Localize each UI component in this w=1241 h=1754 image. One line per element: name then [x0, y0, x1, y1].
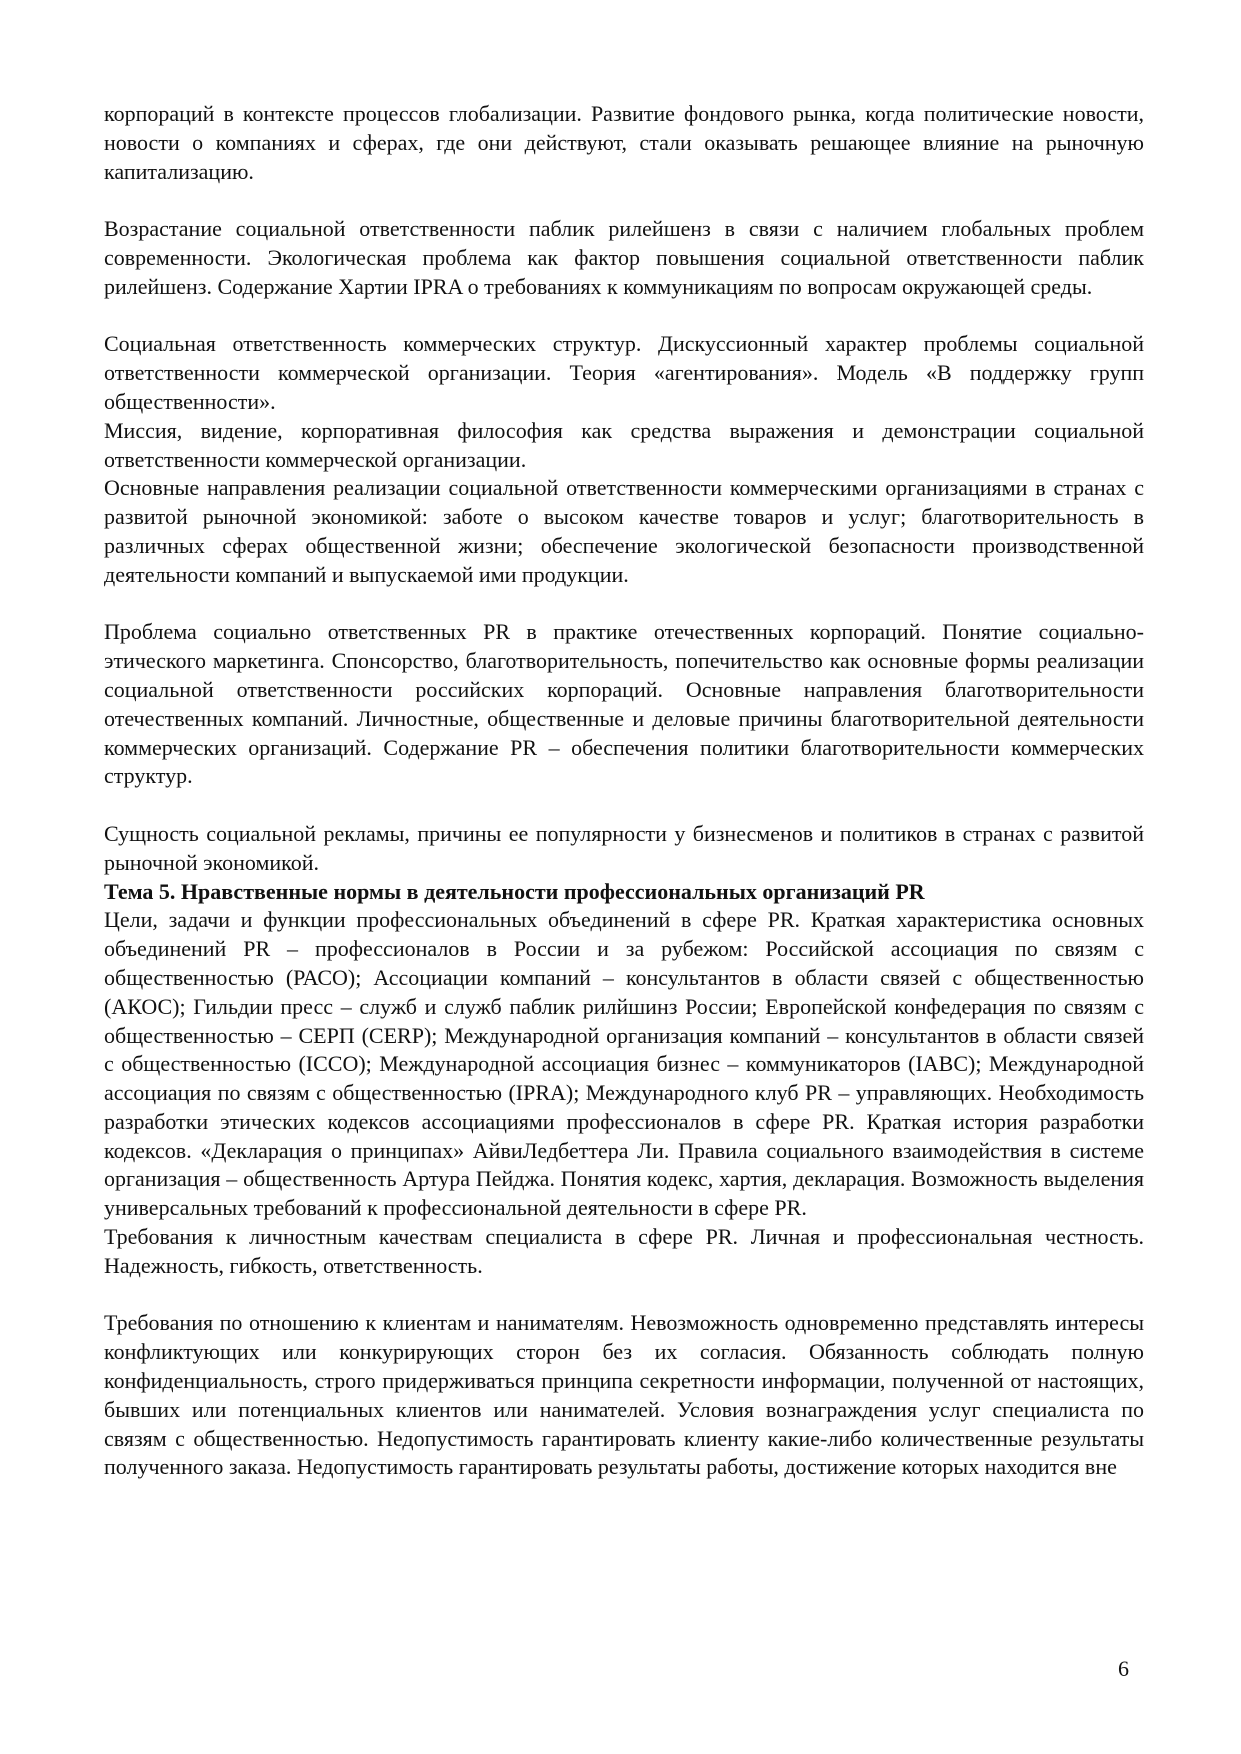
page-number: 6: [1118, 1656, 1129, 1681]
topic-5-heading: Тема 5. Нравственные нормы в деятельности профессиональных организаций PR: [104, 878, 925, 904]
paragraph-commercial-structures: Социальная ответственность коммерческих структур. Дискуссионный характер проблемы социальной ответственности коммерческой организации. Теория «агентирования». Модель «В поддержку групп общественности».: [104, 331, 1144, 414]
paragraph-professional-associations: Цели, задачи и функции профессиональных объединений в сфере PR. Краткая характеристика основных объединений PR – профессионалов в России и за рубежом: Российской ассоциация по связям с общественностью (РАСО); Ассоциации компаний – консультантов в области связей с общественностью (АКОС); Гильдии пресс – служб и служб паблик рилйшинз России; Европейской конфедерация по связям с общественностью – СЕРП (CERP); Международной организация компаний – консультантов в области связей с общественностью (ICCO); Международной ассоциация бизнес – коммуникаторов (IABC); Международной ассоциация по связям с общественностью (IPRA); Международного клуб PR – управляющих. Необходимость разработки этических кодексов ассоциациями профессионалов в сфере PR. Краткая история разработки кодексов. «Декларация о принципах» АйвиЛедбеттера Ли. Правила социального взаимодействия в системе организация – общественность Артура Пейджа. Понятия кодекс, хартия, декларация. Возможность выделения универсальных требований к профессиональной деятельности в сфере PR.: [104, 907, 1144, 1221]
paragraph-pr-social-responsibility: Возрастание социальной ответственности паблик рилейшенз в связи с наличием глобальных проблем современности. Экологическая проблема как фактор повышения социальной ответственности паблик рилейшенз. Содержание Хартии IPRA о требованиях к коммуникациям по вопросам окружающей среды.: [104, 216, 1144, 299]
paragraph-clients-employers: Требования по отношению к клиентам и нанимателям. Невозможность одновременно представлять интересы конфликтующих или конкурирующих сторон без их согласия. Обязанность соблюдать полную конфиденциальность, строго придерживаться принципа секретности информации, полученной от настоящих, бывших или потенциальных клиентов или нанимателей. Условия вознаграждения услуг специалиста по связям с общественностью. Недопустимость гарантировать клиенту какие-либо количественные результаты полученного заказа. Недопустимость гарантировать результаты работы, достижение которых находится вне: [104, 1310, 1144, 1480]
paragraph-mission-vision: Миссия, видение, корпоративная философия как средства выражения и демонстрации социальной ответственности коммерческой организации.: [104, 417, 1144, 472]
paragraph-main-directions: Основные направления реализации социальной ответственности коммерческими организациями в странах с развитой рыночной экономикой: заботе о высоком качестве товаров и услуг; благотворительность в различных сферах общественной жизни; обеспечение экологической безопасности производственной деятельности компаний и выпускаемой ими продукции.: [104, 475, 1144, 587]
paragraph-personal-qualities: Требования к личностным качествам специалиста в сфере PR. Личная и профессиональная честность. Надежность, гибкость, ответственность.: [104, 1224, 1144, 1278]
paragraph-social-advertising: Сущность социальной рекламы, причины ее популярности у бизнесменов и политиков в странах с развитой рыночной экономикой.: [104, 820, 1144, 875]
paragraph-domestic-corporations: Проблема социально ответственных PR в практике отечественных корпораций. Понятие социально-этического маркетинга. Спонсорство, благотворительность, попечительство как основные формы реализации социальной ответственности российских корпораций. Основные направления благотворительности отечественных компаний. Личностные, общественные и деловые причины благотворительной деятельности коммерческих организаций. Содержание PR – обеспечения политики благотворительности коммерческих структур.: [104, 619, 1144, 789]
document-page: [104, 100, 1144, 1482]
paragraph-globalization: корпораций в контексте процессов глобализации. Развитие фондового рынка, когда политические новости, новости о компаниях и сферах, где они действуют, стали оказывать решающее влияние на рыночную капитализацию.: [104, 101, 1144, 184]
